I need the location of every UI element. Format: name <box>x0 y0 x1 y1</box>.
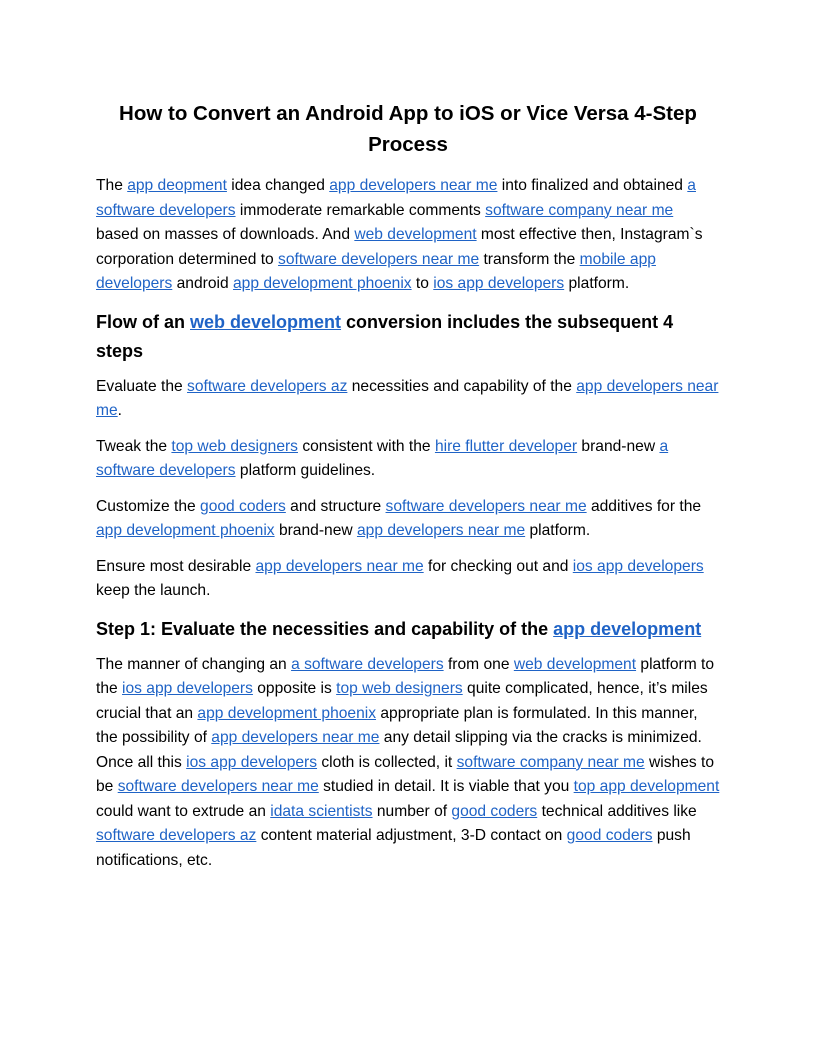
text-segment: content material adjustment, 3-D contact on <box>256 827 567 844</box>
inline-link[interactable]: software developers near me <box>385 497 587 515</box>
text-segment: Evaluate the <box>96 377 188 395</box>
inline-link[interactable]: mobile app developers <box>96 250 656 292</box>
text-segment: based on masses of downloads. And <box>96 226 355 243</box>
text-segment: wishes to be <box>96 753 715 795</box>
section-heading-1 <box>96 308 720 366</box>
text-segment: android <box>172 275 233 292</box>
text-segment: technical additives like <box>537 802 697 820</box>
text-segment: keep the launch. <box>96 582 211 599</box>
text-segment: platform. <box>525 522 591 539</box>
text-segment: brand-new <box>274 522 357 539</box>
inline-link[interactable]: software developers az <box>96 827 257 844</box>
inline-link[interactable]: good coders <box>566 827 653 844</box>
inline-link[interactable]: app developers near me <box>356 522 526 539</box>
inline-link[interactable]: software company near me <box>456 753 645 771</box>
paragraph-6 <box>96 653 720 874</box>
inline-link[interactable]: app deopment <box>127 177 227 194</box>
text-segment: Ensure most desirable <box>96 557 256 575</box>
inline-link[interactable]: app developers near me <box>329 177 498 194</box>
inline-link[interactable]: a software developers <box>96 177 696 219</box>
text-segment: appropriate plan is formulated. In this manner, the possibility of <box>96 704 698 746</box>
inline-link[interactable]: ios app developers <box>122 680 253 697</box>
inline-link[interactable]: top app development <box>573 778 720 795</box>
section-heading-2 <box>96 615 720 644</box>
inline-link[interactable]: software developers az <box>187 377 348 395</box>
inline-link[interactable]: ios app developers <box>433 275 565 292</box>
inline-link[interactable]: a software developers <box>291 655 444 673</box>
text-segment: The <box>96 177 128 194</box>
text-segment: Flow of an <box>96 311 190 332</box>
inline-link[interactable]: ios app developers <box>572 557 704 575</box>
inline-link[interactable]: software developers near me <box>278 250 480 268</box>
text-segment: transform the <box>479 250 580 268</box>
text-segment: for checking out and <box>423 557 573 575</box>
text-segment: quite complicated, hence, it’s miles crucial that an <box>96 680 708 722</box>
text-segment: additives for the <box>586 497 702 515</box>
document-body <box>96 174 720 873</box>
text-segment: Step 1: Evaluate the necessities and capability of the <box>96 618 554 639</box>
inline-link[interactable]: hire flutter developer <box>434 437 578 455</box>
inline-link[interactable]: app developers near me <box>211 729 380 746</box>
text-segment: conversion includes the subsequent 4 steps <box>96 311 674 361</box>
paragraph-3 <box>96 435 720 484</box>
inline-link[interactable]: software company near me <box>485 201 674 219</box>
text-segment: most effective then, Instagram`s corporation determined to <box>96 226 703 268</box>
inline-link[interactable]: app development phoenix <box>96 522 275 539</box>
text-segment: idea changed <box>226 177 330 194</box>
text-segment: into finalized and obtained <box>497 177 688 194</box>
inline-link[interactable]: app development <box>553 618 702 639</box>
text-segment: cloth is collected, it <box>317 753 457 771</box>
text-segment: brand-new <box>577 437 660 455</box>
document-title: How to Convert an Android App to iOS or Vice Versa 4-Step Process <box>119 102 697 156</box>
paragraph-4 <box>96 495 720 544</box>
text-segment: consistent with the <box>297 437 435 455</box>
text-segment: number of <box>372 802 452 820</box>
text-segment: necessities and capability of the <box>347 377 577 395</box>
text-segment: and structure <box>285 497 386 515</box>
inline-link[interactable]: software developers near me <box>117 778 319 795</box>
text-segment: opposite is <box>252 680 337 697</box>
text-segment: to <box>411 275 434 292</box>
inline-link[interactable]: web development <box>513 655 637 673</box>
inline-link[interactable]: top web designers <box>336 680 463 697</box>
inline-link[interactable]: app developers near me <box>255 557 424 575</box>
text-segment: studied in detail. It is viable that you <box>318 778 574 795</box>
text-segment: immoderate remarkable comments <box>235 201 486 219</box>
inline-link[interactable]: idata scientists <box>270 802 373 820</box>
inline-link[interactable]: web development <box>354 226 477 243</box>
text-segment: platform. <box>564 275 630 292</box>
paragraph-2 <box>96 375 720 424</box>
text-segment: Tweak the <box>96 437 172 455</box>
inline-link[interactable]: app development phoenix <box>232 275 412 292</box>
paragraph-1 <box>96 174 720 297</box>
text-segment: Customize the <box>96 497 201 515</box>
inline-link[interactable]: a software developers <box>96 437 669 479</box>
text-segment: push notifications, etc. <box>96 827 691 869</box>
text-segment: . <box>117 402 123 419</box>
text-segment: from one <box>443 655 514 673</box>
text-segment: platform to the <box>96 655 715 697</box>
paragraph-5 <box>96 555 720 604</box>
inline-link[interactable]: good coders <box>200 497 286 515</box>
inline-link[interactable]: web development <box>190 311 342 332</box>
text-segment: The manner of changing an <box>96 655 292 673</box>
text-segment: platform guidelines. <box>235 462 376 479</box>
inline-link[interactable]: app development phoenix <box>197 704 377 722</box>
inline-link[interactable]: top web designers <box>171 437 298 455</box>
inline-link[interactable]: app developers near me <box>96 377 719 419</box>
text-segment: could want to extrude an <box>96 802 271 820</box>
inline-link[interactable]: good coders <box>451 802 538 820</box>
text-segment: any detail slipping via the cracks is minimized. Once all this <box>96 729 702 771</box>
inline-link[interactable]: ios app developers <box>186 753 318 771</box>
